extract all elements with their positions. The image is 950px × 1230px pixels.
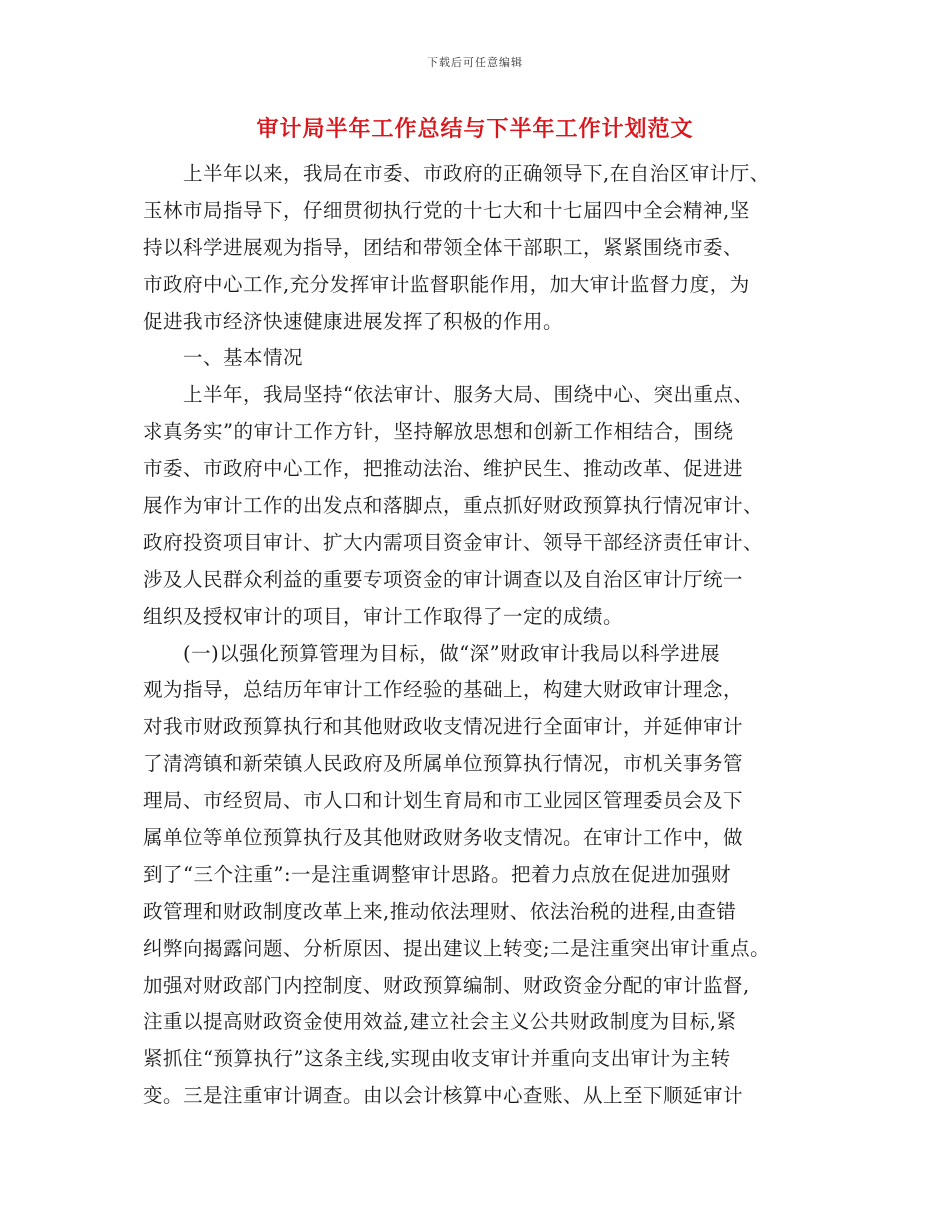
- paragraph-line: 促进我市经济快速健康进展发挥了积极的作用。: [143, 309, 564, 333]
- paragraph-line: 紧抓住“预算执行”这条主线,实现由收支审计并重向支出审计为主转: [143, 1047, 731, 1071]
- paragraph-line: 到了“三个注重”:一是注重调整审计思路。把着力点放在促进加强财: [143, 862, 732, 886]
- section-heading: 一、基本情况: [183, 346, 304, 370]
- paragraph-line: 组织及授权审计的项目，审计工作取得了一定的成绩。: [143, 604, 624, 628]
- paragraph-line: 上半年，我局坚持“依法审计、服务大局、围绕中心、突出重点、: [183, 383, 754, 407]
- paragraph-line: 加强对财政部门内控制度、财政预算编制、财政资金分配的审计监督,: [143, 973, 750, 997]
- paragraph-line: 市委、市政府中心工作，把推动法治、维护民生、推动改革、促进进: [143, 457, 744, 481]
- document-title: 审计局半年工作总结与下半年工作计划范文: [256, 116, 694, 142]
- paragraph-line: 政府投资项目审计、扩大内需项目资金审计、领导干部经济责任审计、: [143, 530, 764, 554]
- paragraph-line: 对我市财政预算执行和其他财政收支情况进行全面审计，并延伸审计: [143, 715, 744, 739]
- document-body: [143, 156, 823, 1115]
- paragraph-line: 求真务实”的审计工作方针，坚持解放思想和创新工作相结合，围绕: [143, 420, 734, 444]
- paragraph-line: 注重以提高财政资金使用效益,建立社会主义公共财政制度为目标,紧: [143, 1010, 737, 1034]
- paragraph-line: 属单位等单位预算执行及其他财政财务收支情况。在审计工作中，做: [143, 826, 744, 850]
- paragraph-line: 理局、市经贸局、市人口和计划生育局和市工业园区管理委员会及下: [143, 789, 744, 813]
- header-note: 下载后可任意编辑: [427, 56, 523, 69]
- paragraph-line: 政管理和财政制度改革上来,推动依法理财、依法治税的进程,由查错: [143, 899, 737, 923]
- paragraph-line: (一)以强化预算管理为目标，做“深”财政审计我局以科学进展: [183, 641, 721, 665]
- paragraph-line: 市政府中心工作,充分发挥审计监督职能作用，加大审计监督力度，为: [143, 272, 750, 296]
- paragraph-line: 了清湾镇和新荣镇人民政府及所属单位预算执行情况，市机关事务管: [143, 752, 744, 776]
- paragraph-line: 上半年以来，我局在市委、市政府的正确领导下,在自治区审计厅、: [183, 162, 770, 185]
- paragraph-line: 纠弊向揭露问题、分析原因、提出建议上转变;二是注重突出审计重点。: [143, 936, 771, 960]
- paragraph-line: 变。三是注重审计调查。由以会计核算中心查账、从上至下顺延审计: [143, 1084, 744, 1108]
- paragraph-line: 涉及人民群众利益的重要专项资金的审计调查以及自治区审计厅统一: [143, 567, 744, 591]
- paragraph-line: 观为指导，总结历年审计工作经验的基础上，构建大财政审计理念，: [143, 678, 744, 702]
- paragraph-line: 展作为审计工作的出发点和落脚点，重点抓好财政预算执行情况审计、: [143, 494, 764, 518]
- paragraph-line: 持以科学进展观为指导，团结和带领全体干部职工，紧紧围绕市委、: [143, 235, 744, 259]
- paragraph-line: 玉林市局指导下，仔细贯彻执行党的十七大和十七届四中全会精神,坚: [143, 198, 750, 222]
